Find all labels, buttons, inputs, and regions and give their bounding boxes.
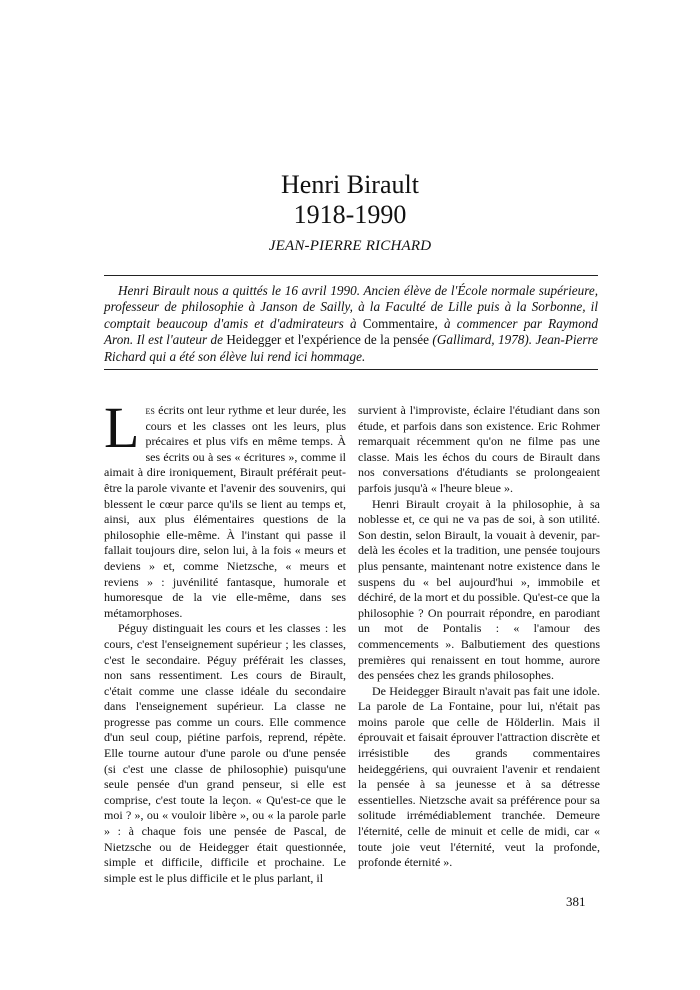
paragraph-1-text: écrits ont leur rythme et leur durée, les cours et les classes ont les leurs, plus précaires et plus vifs en même temps. À ses écrits ou à ses « écritures », comme il aimait à dire ironiquement, Birault préférait peut-être la parole vivante et l'avenir des souvenirs, qui blessent le cœur parce qu'ils se lient au temps et, ainsi, aux plus élémentaires questions de la philosophie elle-même. À l'instant qui passe il fallait toujours dire, selon lui, à la fois « meurs et deviens » et, comme Nietzsche, « meurs et reviens » : juvénilité fantasque, humorale et humoresque de la vie elle-même, dans ses métamorphoses. (104, 403, 346, 620)
page-subtitle-dates: 1918-1990 (293, 200, 407, 229)
abstract-text-3: (Gallimard, 1978). Jean-Pierre Richard qui a été son élève lui rend ici hommage. (104, 332, 598, 364)
abstract-bottom-rule (104, 369, 598, 370)
author-name: JEAN-PIERRE RICHARD (268, 238, 432, 254)
abstract (104, 283, 598, 365)
body-paragraph-4: De Heidegger Birault n'avait pas fait une idole. La parole de La Fontaine, pour lui, n'était pas moins parole que celle de Hölderlin. Mais il éprouvait et faisait éprouver l'attraction discrète et irrésistible des grands commentaires heideggériens, qui ouvraient l'avenir et rendaient la pensée à sa jeunesse et à sa détresse essentielles. Nietzsche avait sa préférence pour sa solitude irrémédiablement tranchée. Demeure l'éternité, celle de minuit et celle de midi, car « toute joie veut l'éternité, veut la profonde, profonde éternité ». (358, 683, 600, 870)
page-title: Henri Birault (281, 170, 419, 199)
body-paragraph-2-continued: survient à l'improviste, éclaire l'étudiant dans son étude, et parfois dans son existence. Eric Rohmer remarquait récemment qu'on ne filme pas une classe. Mais les échos du cours de Birault dans nos conversations d'étudiants se prolongeaient parfois jusqu'à « l'heure bleue ». (358, 403, 600, 495)
abstract-journal-title: Commentaire (362, 315, 435, 331)
body-column-left (104, 395, 346, 886)
abstract-text-1: Henri Birault nous a quittés le 16 avril 1990. Ancien élève de l'École normale supérieure, professeur de philosophie à Janson de Sailly, à la Faculté de Lille puis à la Sorbonne, il comptait beaucoup d'amis et d'admirateurs à (104, 283, 598, 331)
drop-cap: L (104, 395, 140, 460)
lead-in-smallcaps: es (145, 403, 155, 417)
body-column-right (358, 403, 600, 871)
abstract-top-rule (104, 275, 598, 276)
body-paragraph-2: Péguy distinguait les cours et les classes : les cours, c'est l'enseignement supérieur ; les classes, c'est le secondaire. Péguy préférait les classes, non sans ressentiment. Les cours de Birault, c'était comme une classe idéale du secondaire dans l'enseignement supérieur. La classe ne progresse pas comme un cours. Elle commence d'un seul coup, piétine parfois, reprend, répète. Elle tourne autour d'une parole ou d'une pensée (si c'est une classe de philosophie) puisqu'une seule pensée d'un grand penseur, si elle est comprise, c'est toute la leçon. « Qu'est-ce que le moi ? », ou « vouloir libère », ou « la parole parle » : à chaque fois une pensée de Pascal, de Nietzsche ou de Heidegger était questionnée, simple et difficile, difficile et prochaine. Le simple est le plus difficile et le plus parlant, il (104, 621, 346, 885)
page-number: 381 (566, 894, 586, 909)
abstract-text-2: , à commencer par Raymond Aron. Il est l'auteur de (104, 315, 598, 348)
body-paragraph-1 (104, 395, 346, 621)
abstract-paragraph (104, 283, 598, 365)
abstract-book-title: Heidegger et l'expérience de la pensée (226, 332, 429, 348)
body-paragraph-3: Henri Birault croyait à la philosophie, à sa noblesse et, ce qui ne va pas de soi, à son utilité. Son destin, selon Birault, la vouait à devenir, par-delà les écoles et la tradition, une pensée toujours plus pensante, maintenant notre existence dans le suspens du « bel aujourd'hui », immobile et déchiré, de la mort et du possible. Qu'est-ce que la philosophie ? On pourrait répondre, en parodiant un mot de Pontalis : « l'amour des commencements ». Balbutiement des questions premières qui renaissent en tout homme, aurore des pensées chez les grands philosophes. (358, 496, 600, 683)
